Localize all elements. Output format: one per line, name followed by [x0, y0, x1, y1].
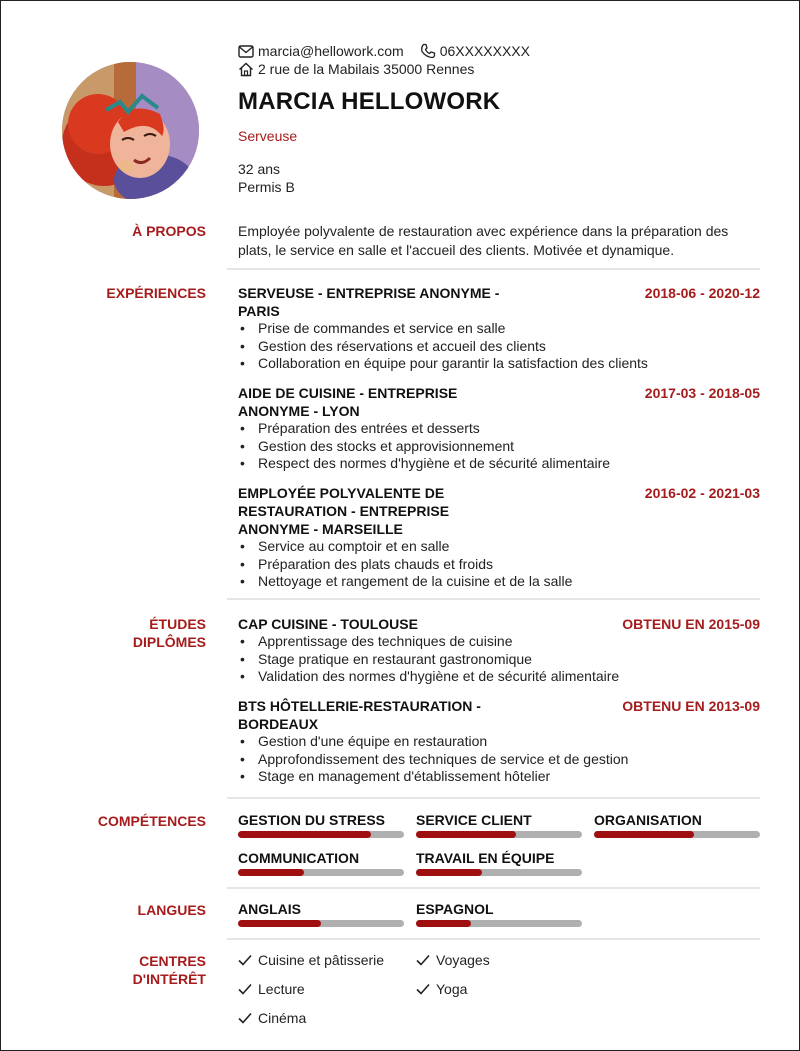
age: 32 ans: [238, 161, 281, 177]
check-icon: [238, 983, 252, 995]
experience-title: AIDE DE CUISINE - ENTREPRISE ANONYME - LYON: [238, 385, 458, 419]
candidate-name: MARCIA HELLOWORK: [238, 88, 501, 115]
interests-list: [238, 952, 760, 1039]
divider: [227, 268, 760, 270]
bullet-item: • Gestion des stocks et approvisionnement: [238, 438, 760, 456]
address-text: 2 rue de la Mabilais 35000 Rennes: [258, 61, 475, 77]
interest-item: [416, 952, 594, 981]
driving-license: Permis B: [238, 179, 295, 195]
interest-label: Cinéma: [258, 1010, 307, 1026]
bullet-item: • Stage pratique en restaurant gastronomique: [238, 651, 760, 669]
education-bullets: [238, 733, 760, 786]
interest-item: [238, 981, 416, 1010]
home-icon: [238, 62, 254, 77]
language-item: [238, 901, 404, 939]
bullet-item: • Prise de commandes et service en salle: [238, 320, 760, 338]
envelope-icon: [238, 45, 254, 58]
skill-bar-fill: [238, 869, 304, 876]
address-contact: [238, 61, 474, 77]
interest-label: Yoga: [436, 981, 468, 997]
language-bar-fill: [238, 920, 321, 927]
education-title: CAP CUISINE - TOULOUSE: [238, 616, 418, 632]
education-entry: [238, 697, 760, 786]
contact-row-2: [238, 60, 761, 78]
phone-icon: [420, 43, 436, 59]
about-text: Employée polyvalente de restauration avec expérience dans la préparation des plats, le service en salle et l'accueil des clients. Motivée et dynamique.: [238, 223, 729, 258]
skill-name: TRAVAIL EN ÉQUIPE: [416, 850, 555, 866]
interest-item: [238, 952, 416, 981]
education-label-line2: DIPLÔMES: [132, 634, 206, 650]
languages-label: LANGUES: [137, 902, 206, 918]
interests-label-line2: D'INTÉRÊT: [132, 971, 206, 987]
experience-bullets: [238, 320, 760, 373]
skill-bar: [594, 831, 760, 838]
education-entry: [238, 615, 760, 686]
email-contact[interactable]: [238, 43, 404, 59]
check-icon: [238, 1012, 252, 1024]
education-date: OBTENU EN 2015-09: [622, 616, 760, 632]
education-title: BTS HÔTELLERIE-RESTAURATION - BORDEAUX: [238, 698, 481, 732]
bullet-item: • Préparation des plats chauds et froids: [238, 556, 760, 574]
bullet-item: • Service au comptoir et en salle: [238, 538, 760, 556]
experience-bullets: [238, 538, 760, 591]
experience-entry: [238, 284, 760, 373]
skills-grid: [238, 812, 760, 888]
skill-bar: [238, 869, 404, 876]
divider: [227, 938, 760, 940]
experience-date: 2016-02 - 2021-03: [644, 485, 760, 501]
skills-label: COMPÉTENCES: [97, 813, 206, 829]
education-bullets: [238, 633, 760, 686]
bullet-item: • Approfondissement des techniques de service et de gestion: [238, 751, 760, 769]
check-icon: [416, 954, 430, 966]
language-item: [416, 901, 582, 939]
experience-entry: [238, 384, 760, 473]
skill-bar-fill: [416, 831, 516, 838]
language-name: ESPAGNOL: [416, 901, 494, 917]
about-label: À PROPOS: [132, 223, 206, 239]
interests-label-line1: CENTRES: [139, 953, 206, 969]
skill-item: [416, 812, 582, 850]
bullet-item: • Gestion des réservations et accueil des clients: [238, 338, 760, 356]
skill-name: GESTION DU STRESS: [238, 812, 386, 828]
skill-bar-fill: [238, 831, 371, 838]
skill-name: ORGANISATION: [594, 812, 702, 828]
skill-bar: [416, 831, 582, 838]
skill-name: COMMUNICATION: [238, 850, 360, 866]
language-bar: [238, 920, 404, 927]
resume-header: [238, 42, 761, 196]
languages-grid: [238, 901, 760, 939]
phone-text: 06XXXXXXXX: [439, 43, 530, 59]
skill-name: SERVICE CLIENT: [416, 812, 532, 828]
skill-item: [594, 812, 760, 850]
experience-title: EMPLOYÉE POLYVALENTE DE RESTAURATION - ENTREPRISE ANONYME - MARSEILLE: [238, 485, 450, 537]
interest-item: [238, 1010, 416, 1039]
job-title: Serveuse: [238, 128, 298, 144]
skill-bar-fill: [594, 831, 694, 838]
skill-bar-fill: [416, 869, 482, 876]
skill-item: [238, 812, 404, 850]
profile-photo: [62, 62, 199, 199]
phone-contact[interactable]: [420, 43, 530, 59]
interest-label: Lecture: [258, 981, 305, 997]
avatar-illustration: [62, 62, 199, 199]
skill-item: [416, 850, 582, 888]
divider: [227, 887, 760, 889]
experience-label: EXPÉRIENCES: [106, 285, 206, 301]
language-bar-fill: [416, 920, 471, 927]
bullet-item: • Collaboration en équipe pour garantir la satisfaction des clients: [238, 355, 760, 373]
divider: [227, 797, 760, 799]
experience-title: SERVEUSE - ENTREPRISE ANONYME - PARIS: [238, 285, 500, 319]
bullet-item: • Gestion d'une équipe en restauration: [238, 733, 760, 751]
bullet-item: • Validation des normes d'hygiène et de sécurité alimentaire: [238, 668, 760, 686]
language-bar: [416, 920, 582, 927]
divider: [227, 598, 760, 600]
education-label: [1, 615, 206, 651]
experience-date: 2018-06 - 2020-12: [644, 285, 760, 301]
interest-label: Cuisine et pâtisserie: [258, 952, 385, 968]
bullet-item: • Respect des normes d'hygiène et de sécurité alimentaire: [238, 455, 760, 473]
check-icon: [416, 983, 430, 995]
contact-row-1: [238, 42, 761, 60]
email-text: marcia@hellowork.com: [258, 43, 404, 59]
interests-label: [1, 952, 206, 988]
experience-entry: [238, 484, 760, 591]
skill-bar: [416, 869, 582, 876]
interest-label: Voyages: [436, 952, 490, 968]
language-name: ANGLAIS: [238, 901, 301, 917]
bullet-item: • Nettoyage et rangement de la cuisine et de la salle: [238, 573, 760, 591]
experience-bullets: [238, 420, 760, 473]
bullet-item: • Préparation des entrées et desserts: [238, 420, 760, 438]
education-label-line1: ÉTUDES: [149, 616, 206, 632]
bullet-item: • Apprentissage des techniques de cuisine: [238, 633, 760, 651]
experience-date: 2017-03 - 2018-05: [644, 385, 760, 401]
education-date: OBTENU EN 2013-09: [622, 698, 760, 714]
skill-bar: [238, 831, 404, 838]
bullet-item: • Stage en management d'établissement hôtelier: [238, 768, 760, 786]
check-icon: [238, 954, 252, 966]
skill-item: [238, 850, 404, 888]
interest-item: [416, 981, 594, 1010]
